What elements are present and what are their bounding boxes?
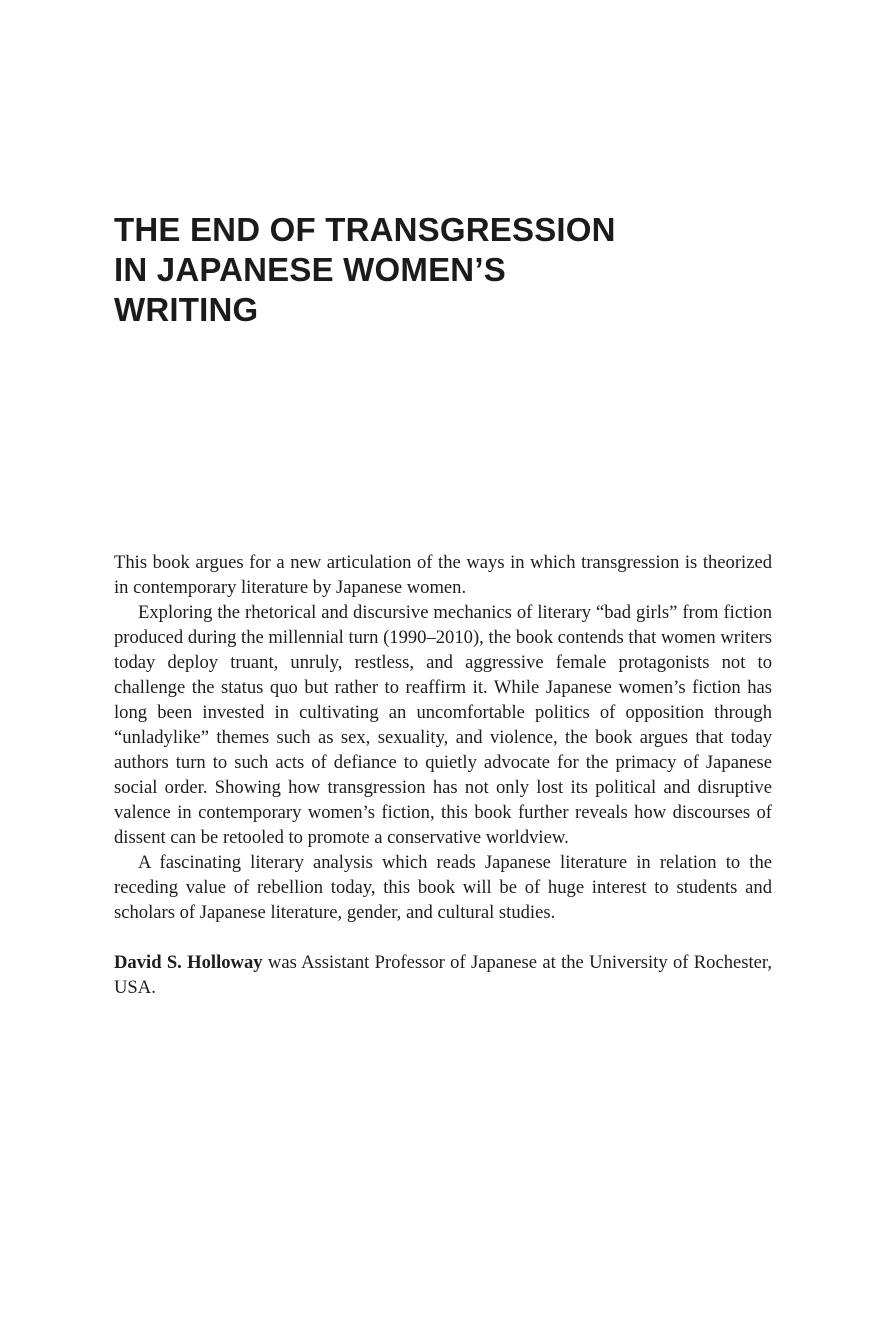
title-line: WRITING (114, 291, 259, 328)
author-name: David S. Holloway (114, 952, 263, 973)
title-line: IN JAPANESE WOMEN’S (114, 251, 506, 288)
book-description (114, 550, 772, 1000)
title-line: THE END OF TRANSGRESSION (114, 211, 616, 248)
description-paragraph: Exploring the rhetorical and discursive mechanics of literary “bad girls” from fiction produced during the millennial turn (1990–2010), the book contends that women writers today deploy truant, unruly, restless, and aggressive female protagonists not to challenge the status quo but rather to reaffirm it. While Japanese women’s fiction has long been invested in cultivating an uncomfortable politics of opposition through “unladylike” themes such as sex, sexuality, and violence, the book argues that today authors turn to such acts of defiance to quietly advocate for the primacy of Japanese social order. Showing how transgression has not only lost its political and disruptive valence in contemporary women’s fiction, this book further reveals how discourses of dissent can be retooled to promote a conservative worldview. (114, 602, 772, 848)
book-title (114, 210, 754, 330)
author-bio (114, 950, 772, 1000)
author-bio-text: was Assistant Professor of Japanese at the University of Rochester, USA. (114, 952, 773, 998)
description-paragraph: This book argues for a new articulation of the ways in which transgression is theorized in contemporary literature by Japanese women. (114, 552, 772, 598)
description-paragraph: A fascinating literary analysis which reads Japanese literature in relation to the receding value of rebellion today, this book will be of huge interest to students and scholars of Japanese literature, gender, and cultural studies. (114, 852, 772, 923)
